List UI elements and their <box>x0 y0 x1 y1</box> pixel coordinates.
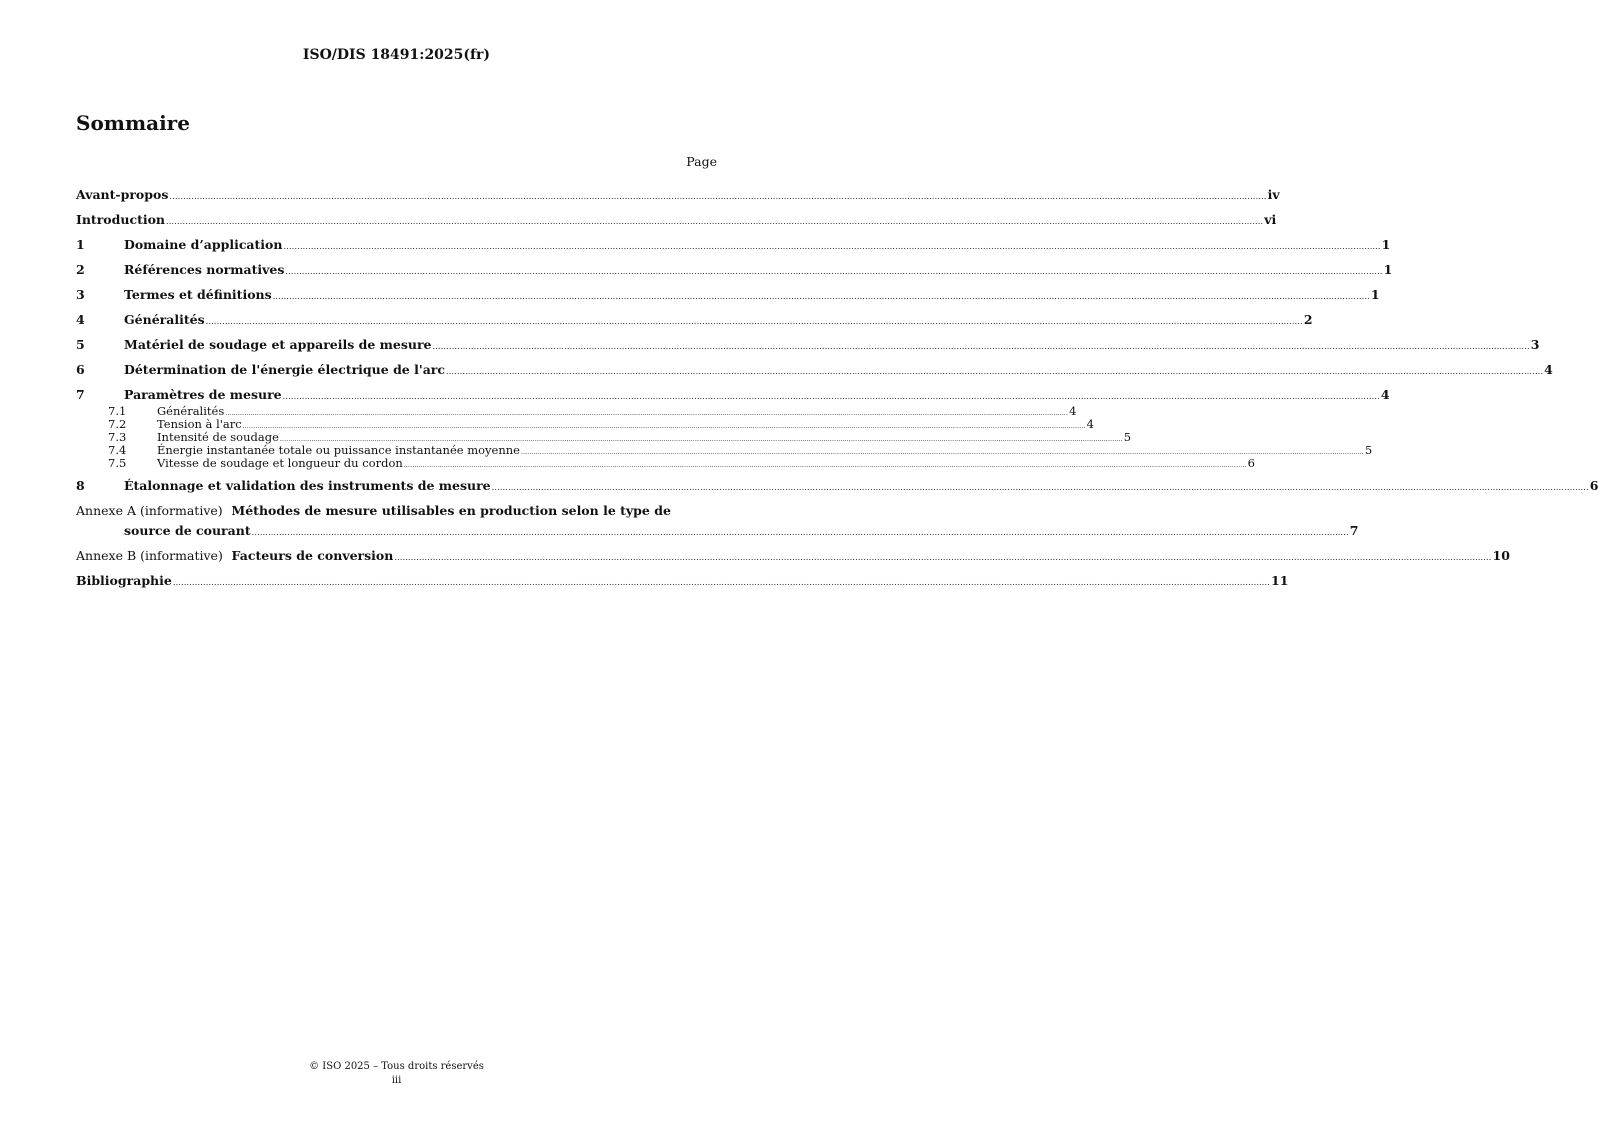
toc-entry-avant-propos[interactable] <box>76 185 1280 210</box>
page-column-label: Page <box>686 154 717 169</box>
toc-entry-page: 5 <box>1123 430 1132 444</box>
toc-entry-page: 4 <box>1069 404 1077 418</box>
toc-entry-title: Méthodes de mesure utilisables en production selon le type de <box>231 503 671 518</box>
toc-entry-title: Énergie instantanée totale ou puissance instantanée moyenne <box>157 443 520 457</box>
toc-leader-dots: ................................................................................................................................................................................................................................................................................................................................................................................................................ <box>283 242 1381 251</box>
toc-entry-number: 6 <box>76 362 85 377</box>
toc-entry-number: 3 <box>76 287 85 302</box>
toc-entry-section-2[interactable] <box>76 260 1393 285</box>
toc-entry-title: Termes et définitions <box>124 287 272 302</box>
page-footer <box>0 1060 793 1088</box>
toc-entry-page: 4 <box>1380 387 1390 402</box>
toc-entry-title: Étalonnage et validation des instruments de mesure <box>124 478 491 493</box>
toc-entry-title: Tension à l'arc <box>157 417 242 431</box>
toc-leader-dots: ................................................................................................................................................................................................................................................................................................................................................................................................................ <box>282 392 1380 401</box>
toc-entry-title: Références normatives <box>124 262 285 277</box>
toc-leader-dots: ................................................................................................................................................................................................................................................................................................................................................................................................................ <box>394 553 1492 562</box>
toc-entry-number: 7.3 <box>108 430 127 444</box>
toc-leader-dots: ................................................................................................................................................................................................................................................................................................................................................................................................................ <box>251 528 1349 537</box>
toc-entry-page: 2 <box>1303 312 1313 327</box>
toc-entry-number: 8 <box>76 478 85 493</box>
toc-leader-dots: ................................................................................................................................................................................................................................................................................................................................................................................................................ <box>285 267 1383 276</box>
toc-leader-dots: ................................................................................................................................................................................................................................................................................................................................................................................................................ <box>242 423 1086 430</box>
toc-entry-section-3[interactable] <box>76 285 1380 310</box>
annex-a-second-line <box>76 521 1359 543</box>
toc-leader-dots: ................................................................................................................................................................................................................................................................................................................................................................................................................ <box>403 462 1247 469</box>
annex-label: Annexe A (informative) <box>76 503 223 518</box>
toc-entry-number: 7.5 <box>108 456 127 470</box>
annex-title: Facteurs de conversion <box>231 548 394 563</box>
toc-entry-title: Généralités <box>124 312 205 327</box>
toc-entry-page: 3 <box>1530 337 1540 352</box>
toc-entry-section-7[interactable] <box>76 385 1390 405</box>
document-id-header: ISO/DIS 18491:2025(fr) <box>302 47 491 63</box>
toc-entry-bibliographie[interactable] <box>76 571 1289 596</box>
toc-entry-section-4[interactable] <box>76 310 1313 335</box>
toc-entry-title <box>76 546 393 566</box>
toc-entry-page: vi <box>1264 212 1277 227</box>
toc-entry-page: 6 <box>1247 456 1255 470</box>
toc-leader-dots: ................................................................................................................................................................................................................................................................................................................................................................................................................ <box>225 410 1069 417</box>
toc-entry-page: 1 <box>1381 237 1391 252</box>
toc-leader-dots: ................................................................................................................................................................................................................................................................................................................................................................................................................ <box>169 192 1267 201</box>
toc-leader-dots: ................................................................................................................................................................................................................................................................................................................................................................................................................ <box>272 292 1370 301</box>
toc-entry-page: 5 <box>1364 443 1373 457</box>
toc-entry-page: 1 <box>1383 262 1393 277</box>
toc-entry-section-6[interactable] <box>76 360 1553 385</box>
toc-entry-introduction[interactable] <box>76 210 1277 235</box>
toc-entry-title: Généralités <box>157 404 225 418</box>
toc-entry-page: 7 <box>1349 523 1359 538</box>
toc-entry-number: 4 <box>76 312 85 327</box>
toc-entry-number: 5 <box>76 337 85 352</box>
toc-leader-dots: ................................................................................................................................................................................................................................................................................................................................................................................................................ <box>432 342 1530 351</box>
toc-entry-page: 10 <box>1492 548 1510 563</box>
page-title: Sommaire <box>76 111 190 135</box>
toc-leader-dots: ................................................................................................................................................................................................................................................................................................................................................................................................................ <box>205 317 1303 326</box>
toc-entry-title: Vitesse de soudage et longueur du cordon <box>157 456 403 470</box>
toc-entry-number: 2 <box>76 262 85 277</box>
toc-entry-number: 1 <box>76 237 85 252</box>
annex-label: Annexe B (informative) <box>76 548 223 563</box>
toc-entry-page: 11 <box>1271 573 1289 588</box>
toc-entry-page: 6 <box>1589 478 1599 493</box>
toc-entry-title: Matériel de soudage et appareils de mesure <box>124 337 432 352</box>
toc-entry-title: Détermination de l'énergie électrique de l'arc <box>124 362 445 377</box>
toc-entry-title: Introduction <box>76 212 166 227</box>
toc-leader-dots: ................................................................................................................................................................................................................................................................................................................................................................................................................ <box>445 367 1544 376</box>
copyright-notice: © ISO 2025 – Tous droits réservés <box>309 1061 484 1072</box>
toc-entry-title: Domaine d’application <box>124 237 283 252</box>
toc-entry-title: Intensité de soudage <box>157 430 279 444</box>
toc-entry-title: Paramètres de mesure <box>124 387 282 402</box>
toc-entry-title: Bibliographie <box>76 573 172 588</box>
toc-entry-title-continued: source de courant <box>124 523 251 538</box>
toc-entry-annex-b[interactable] <box>76 546 1510 571</box>
toc-leader-dots: ................................................................................................................................................................................................................................................................................................................................................................................................................ <box>172 578 1271 587</box>
annex-a-first-line <box>76 501 684 521</box>
toc-entry-page: 1 <box>1370 287 1380 302</box>
table-of-contents <box>76 185 1599 596</box>
toc-leader-dots: ................................................................................................................................................................................................................................................................................................................................................................................................................ <box>166 217 1264 226</box>
toc-entry-section-7-5[interactable] <box>76 456 1255 470</box>
toc-entry-number: 7.2 <box>108 417 127 431</box>
toc-entry-page: iv <box>1267 187 1280 202</box>
toc-entry-annex-a[interactable] <box>76 501 1359 546</box>
toc-entry-section-5[interactable] <box>76 335 1540 360</box>
toc-leader-dots: ................................................................................................................................................................................................................................................................................................................................................................................................................ <box>520 449 1364 456</box>
toc-entry-number: 7.4 <box>108 443 127 457</box>
toc-entry-number: 7 <box>76 387 85 402</box>
page-number: iii <box>391 1075 402 1086</box>
toc-leader-dots: ................................................................................................................................................................................................................................................................................................................................................................................................................ <box>491 483 1589 492</box>
toc-entry-section-8[interactable] <box>76 476 1599 501</box>
toc-entry-page: 4 <box>1086 417 1094 431</box>
toc-entry-title: Avant-propos <box>76 187 169 202</box>
toc-entry-page: 4 <box>1544 362 1553 377</box>
toc-leader-dots: ................................................................................................................................................................................................................................................................................................................................................................................................................ <box>279 436 1123 443</box>
toc-entry-section-1[interactable] <box>76 235 1391 260</box>
toc-entry-number: 7.1 <box>108 404 127 418</box>
